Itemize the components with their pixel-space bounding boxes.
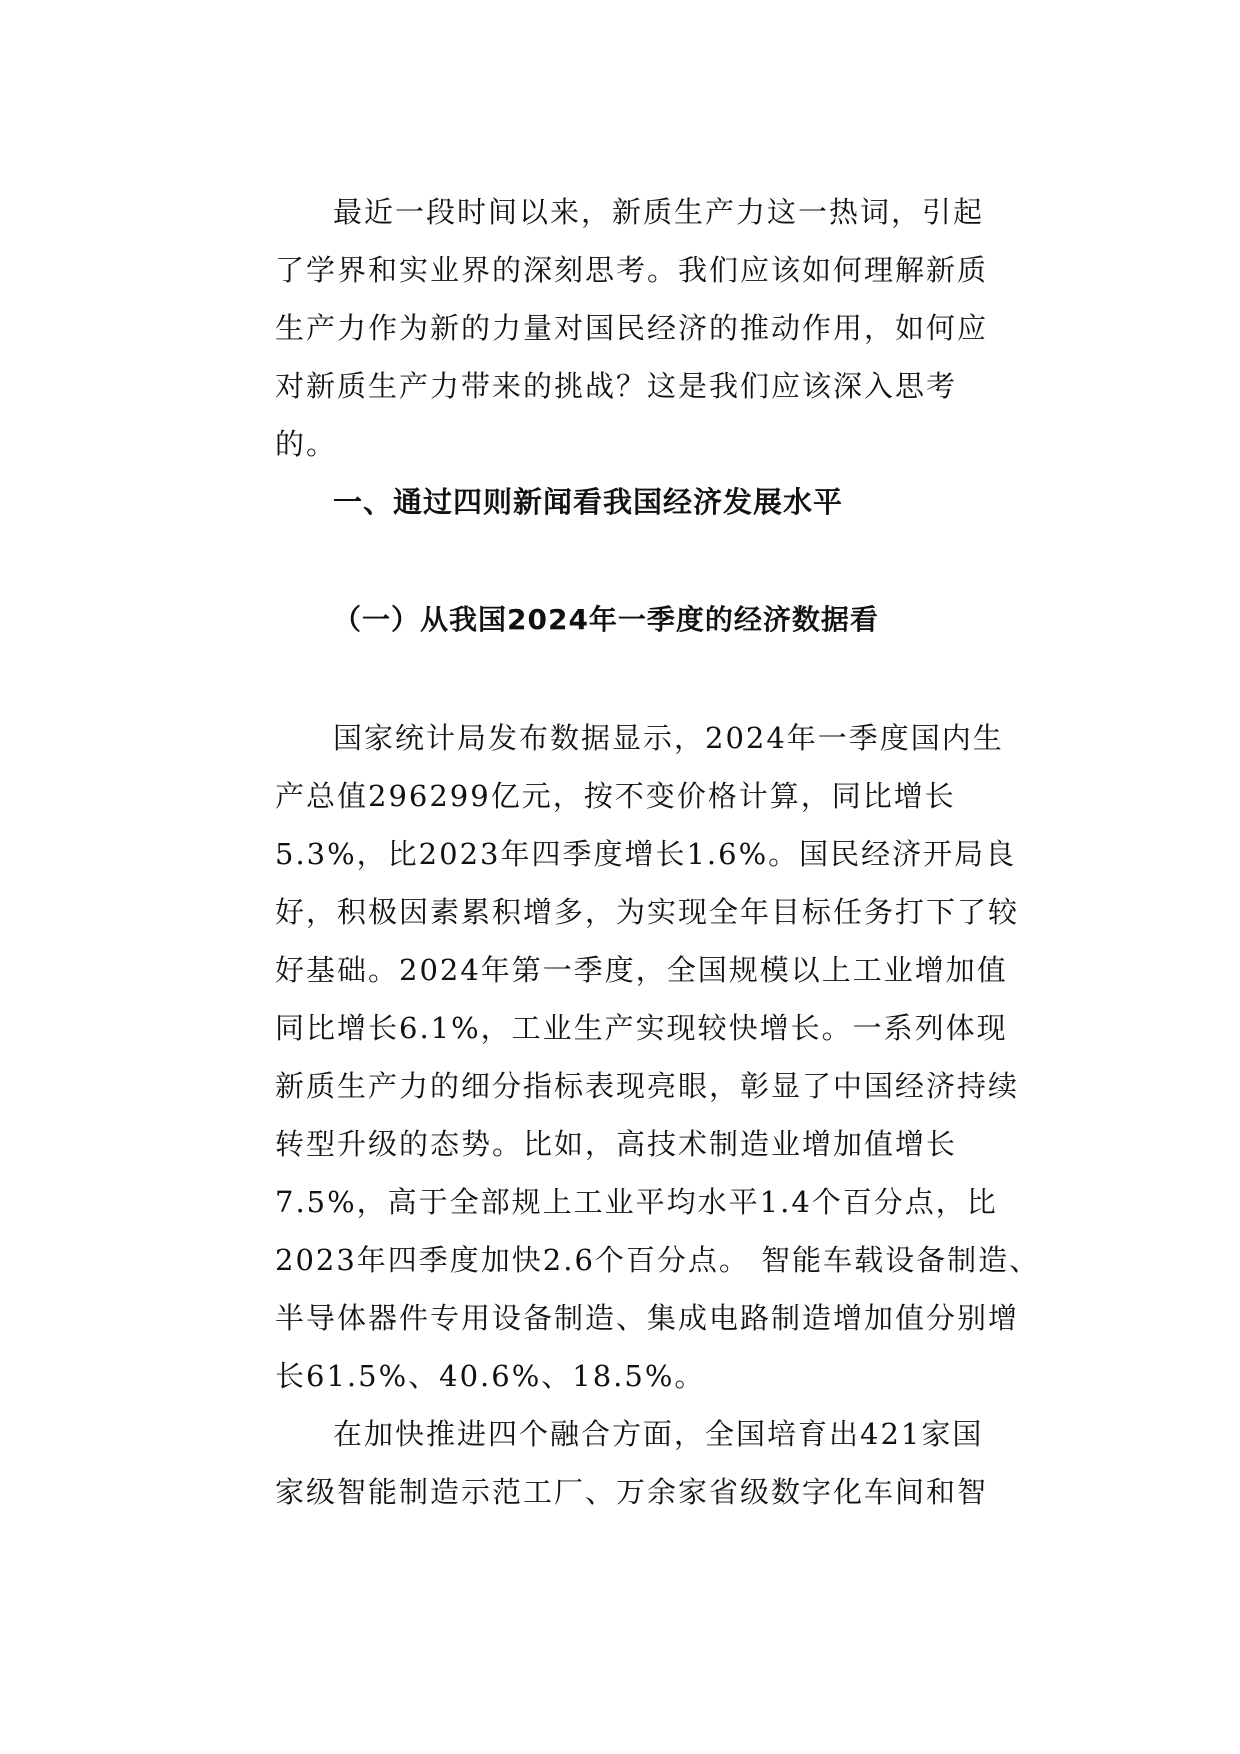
intro-line-3: 生产力作为新的力量对国民经济的推动作用，如何应 bbox=[275, 311, 989, 345]
paragraph1-line-6: 同比增长6.1%，工业生产实现较快增长。一系列体现 bbox=[275, 1011, 1008, 1045]
paragraph1-line-9: 7.5%，高于全部规上工业平均水平1.4个百分点，比 bbox=[275, 1185, 998, 1219]
intro-line-2: 了学界和实业界的深刻思考。我们应该如何理解新质 bbox=[275, 253, 989, 287]
paragraph1-line-2: 产总值296299亿元，按不变价格计算，同比增长 bbox=[275, 779, 956, 813]
paragraph1-line-1: 国家统计局发布数据显示，2024年一季度国内生 bbox=[333, 721, 1004, 755]
paragraph1-line-7: 新质生产力的细分指标表现亮眼，彰显了中国经济持续 bbox=[275, 1069, 1020, 1103]
paragraph2-line-1: 在加快推进四个融合方面，全国培育出421家国 bbox=[333, 1417, 984, 1451]
paragraph1-line-11: 半导体器件专用设备制造、集成电路制造增加值分别增 bbox=[275, 1301, 1020, 1335]
intro-line-1: 最近一段时间以来，新质生产力这一热词，引起 bbox=[333, 195, 985, 229]
paragraph1-line-8: 转型升级的态势。比如，高技术制造业增加值增长 bbox=[275, 1127, 958, 1161]
paragraph1-line-10: 2023年四季度加快2.6个百分点。 智能车载设备制造、 bbox=[275, 1243, 1041, 1277]
section-heading: 一、通过四则新闻看我国经济发展水平 bbox=[333, 485, 844, 519]
intro-line-5: 的。 bbox=[275, 427, 338, 461]
paragraph1-line-3: 5.3%，比2023年四季度增长1.6%。国民经济开局良 bbox=[275, 837, 1017, 871]
paragraph1-line-12: 长61.5%、40.6%、18.5%。 bbox=[275, 1359, 706, 1393]
subsection-heading: （一）从我国2024年一季度的经济数据看 bbox=[333, 603, 879, 636]
intro-line-4: 对新质生产力带来的挑战？这是我们应该深入思考 bbox=[275, 369, 958, 403]
paragraph1-line-4: 好，积极因素累积增多，为实现全年目标任务打下了较 bbox=[275, 895, 1020, 929]
paragraph2-line-2: 家级智能制造示范工厂、万余家省级数字化车间和智 bbox=[275, 1475, 989, 1509]
paragraph1-line-5: 好基础。2024年第一季度，全国规模以上工业增加值 bbox=[275, 953, 1008, 987]
